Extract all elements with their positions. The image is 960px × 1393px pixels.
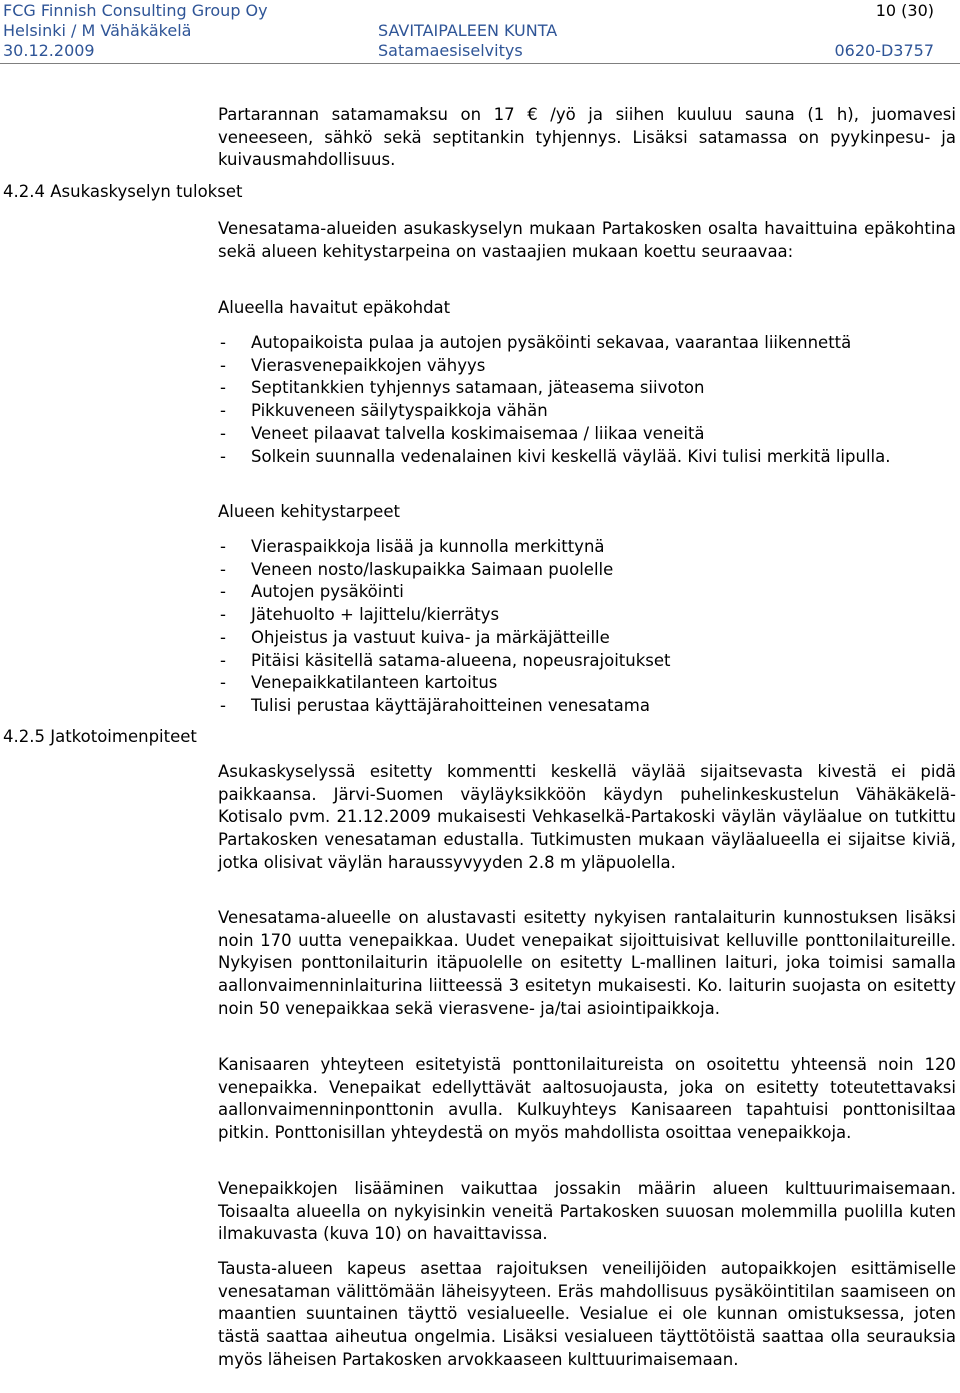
needs-list [218, 536, 956, 718]
list-item: - Autojen pysäköinti [218, 581, 956, 604]
paragraph-stone-comment: Asukaskyselyssä esitetty kommentti keskellä väylää sijaitsevasta kivestä ei pidä paikkaansa. Järvi-Suomen väyläyksikköön käydyn puhelinkeskustelun Vähäkäkelä-Kotisalo pvm. 21.12.2009 mukaisesti Vehkaselkä-Partakoski väylän väyläalue on tutkittu Partakosken venesataman edustalla. Tutkimusten mukaan väyläalueella ei sijaitse kiviä, jotka olisivat väylän haraussyvyyden 2.8 m yläpuolella. [218, 762, 956, 872]
needs-heading: Alueen kehitystarpeet [218, 502, 400, 521]
list-item: - Pikkuveneen säilytyspaikkoja vähän [218, 400, 956, 423]
paragraph-survey-intro: Venesatama-alueiden asukaskyselyn mukaan Partakosken osalta havaittuina epäkohtina sekä alueen kehitystarpeina on vastaajien mukaan koettu seuraavaa: [218, 219, 956, 261]
header-report: Satamaesiselvitys [378, 41, 523, 60]
list-item: - Veneen nosto/laskupaikka Saimaan puolelle [218, 559, 956, 582]
paragraph-boat-places: Venesatama-alueelle on alustavasti esitetty nykyisen rantalaiturin kunnostuksen lisäksi noin 170 uutta venepaikkaa. Uudet venepaikat sijoittuisivat kelluville ponttonilaitureille. Nykyisen ponttonilaiturin itäpuolelle on esitetty L-mallinen laituri, joka toimisi samalla aallonvaimenninlaiturina liitteessä 3 esitetyn mukaisesti. Ko. laiturin suojasta on esitetty noin 50 venepaikkaa sekä vierasvene- ja/tai asiointipaikkoja. [218, 908, 956, 1018]
list-item: - Vieraspaikkoja lisää ja kunnolla merkittynä [218, 536, 956, 559]
paragraph-kanisaari: Kanisaaren yhteyteen esitetyistä ponttonilaitureista on osoitettu yhteensä noin 120 venepaikka. Venepaikat edellyttävät aaltosuojausta, joka on esitetty toteutettavaksi aallonvaimenninponttonin avulla. Kulkuyhteys Kanisaareen tapahtuisi ponttonisiltaa pitkin. Ponttonisillan yhteydestä on myös mahdollista osoittaa venepaikkoja. [218, 1055, 956, 1143]
header-client: SAVITAIPALEEN KUNTA [378, 21, 558, 40]
header-company: FCG Finnish Consulting Group Oy [3, 1, 268, 20]
paragraph-parking: Tausta-alueen kapeus asettaa rajoituksen veneilijöiden autopaikkojen esittämiselle venesataman välittömään läheisyyteen. Eräs mahdollisuus pysäköintitilan saamiseen on maantien suuntainen täyttö vesialueelle. Vesialue ei ole kunnan omistuksessa, joten tästä saattaa aiheutua ongelmia. Lisäksi vesialueen täyttötöistä saattaa olla seurauksia myös läheisen Partakosken arvokkaaseen kulttuurimaisemaan. [218, 1259, 956, 1369]
header-date: 30.12.2009 [3, 41, 95, 60]
section-heading-survey-results: 4.2.4 Asukaskyselyn tulokset [3, 182, 243, 201]
list-item: - Jätehuolto + lajittelu/kierrätys [218, 604, 956, 627]
list-item: - Pitäisi käsitellä satama-alueena, nopeusrajoitukset [218, 650, 956, 673]
header-author: Helsinki / M Vähäkäkelä [3, 21, 192, 40]
paragraph-harbour-fee: Partarannan satamamaksu on 17 € /yö ja siihen kuuluu sauna (1 h), juomavesi veneeseen, sähkö sekä septitankin tyhjennys. Lisäksi satamassa on pyykinpesu- ja kuivausmahdollisuus. [218, 105, 956, 170]
issues-heading: Alueella havaitut epäkohdat [218, 298, 451, 317]
list-item: - Veneet pilaavat talvella koskimaisemaa / liikaa veneitä [218, 423, 956, 446]
list-item: - Ohjeistus ja vastuut kuiva- ja märkäjätteille [218, 627, 956, 650]
list-item: - Septitankkien tyhjennys satamaan, jäteasema siivoton [218, 377, 956, 400]
paragraph-landscape: Venepaikkojen lisääminen vaikuttaa jossakin määrin alueen kulttuurimaisemaan. Toisaalta alueella on nykyisinkin veneitä Partakosken suuosan molemmilla puolilla kuten ilmakuvasta (kuva 10) on havaittavissa. [218, 1179, 956, 1244]
header-divider [0, 63, 960, 64]
list-item: - Solkein suunnalla vedenalainen kivi keskellä väylää. Kivi tulisi merkitä lipulla. [218, 446, 956, 469]
list-item: - Autopaikoista pulaa ja autojen pysäköinti sekavaa, vaarantaa liikennettä [218, 332, 956, 355]
list-item: - Tulisi perustaa käyttäjärahoitteinen venesatama [218, 695, 956, 718]
issues-list [218, 332, 956, 468]
header-project-code: 0620-D3757 [834, 41, 934, 60]
list-item: - Vierasvenepaikkojen vähyys [218, 355, 956, 378]
list-item: - Venepaikkatilanteen kartoitus [218, 672, 956, 695]
section-heading-further-actions: 4.2.5 Jatkotoimenpiteet [3, 727, 197, 746]
header-page-number: 10 (30) [875, 1, 934, 20]
